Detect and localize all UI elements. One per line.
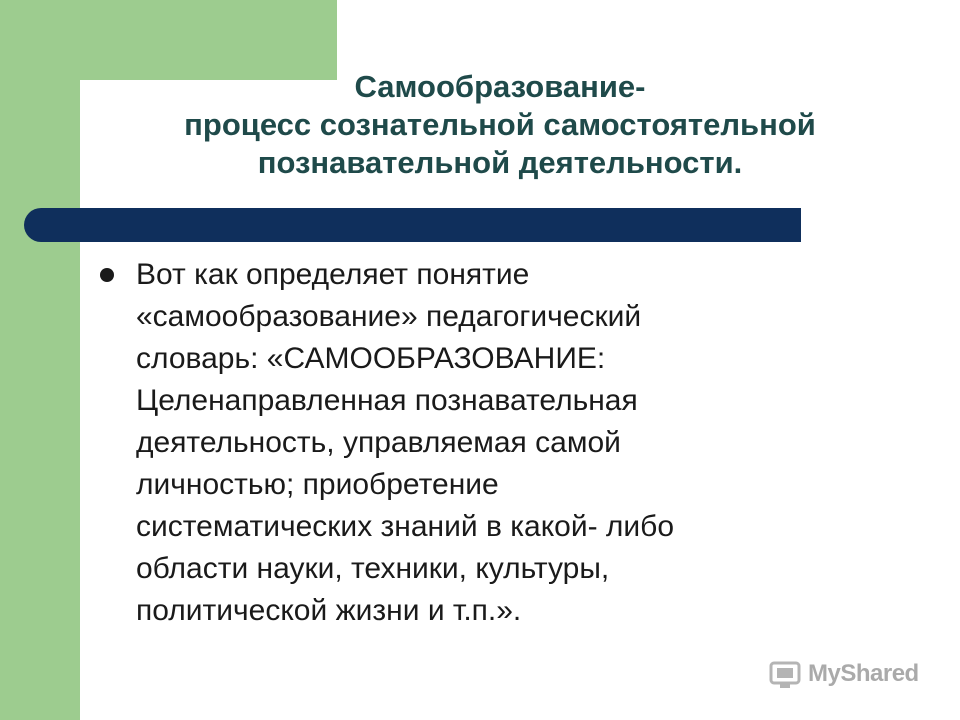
- bullet-text: [136, 254, 790, 632]
- green-decoration-side: [0, 0, 80, 720]
- title-line: процесс сознательной самостоятельной: [184, 107, 816, 142]
- title-line: познавательной деятельности.: [257, 145, 743, 180]
- bullet-line: личностью; приобретение: [136, 468, 499, 501]
- bullet-line: политической жизни и т.п.».: [136, 594, 522, 627]
- bullet-item: [100, 254, 790, 632]
- bullet-line: «самообразование» педагогический: [136, 300, 642, 333]
- title-line: Самообразование-: [354, 69, 646, 104]
- bullet-line: деятельность, управляемая самой: [136, 426, 621, 459]
- bullet-line: области науки, техники, культуры,: [136, 552, 610, 585]
- bullet-line: Вот как определяет понятие: [136, 258, 530, 291]
- watermark: [768, 654, 919, 694]
- navy-divider-bar: [24, 208, 801, 242]
- bullet-dot-icon: [100, 268, 114, 282]
- bullet-line: систематических знаний в какой- либо: [136, 510, 675, 543]
- bullet-line: Целенаправленная познавательная: [136, 384, 638, 417]
- myshared-logo-icon: [768, 657, 802, 691]
- slide-title: [100, 68, 900, 182]
- watermark-text: MyShared: [808, 660, 919, 687]
- bullet-line: словарь: «САМООБРАЗОВАНИЕ:: [136, 342, 606, 375]
